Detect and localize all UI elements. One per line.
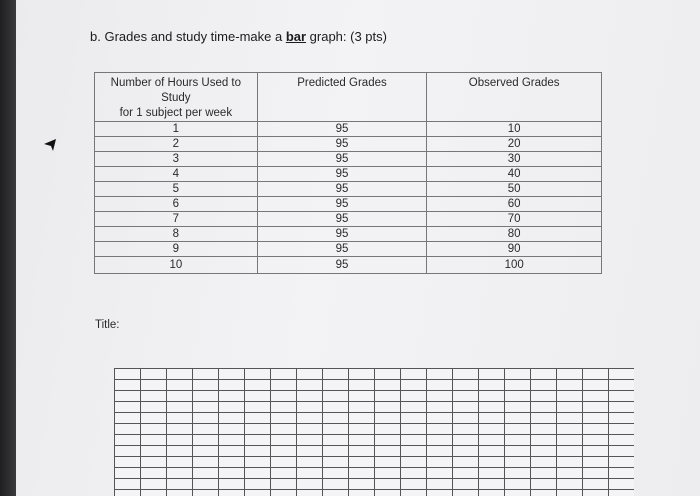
- table-row: [95, 197, 602, 212]
- table-row: [95, 212, 602, 227]
- header-hours-line-2: Study: [161, 92, 191, 104]
- observed-cell: 60: [427, 197, 602, 212]
- observed-cell: 40: [427, 167, 602, 182]
- table-row: [95, 242, 602, 257]
- predicted-cell: 95: [257, 152, 427, 167]
- hours-cell: 5: [95, 182, 258, 197]
- header-hours: [95, 73, 258, 122]
- table-row: [95, 152, 602, 167]
- predicted-cell: 95: [257, 122, 427, 137]
- hours-cell: 2: [95, 137, 258, 152]
- predicted-cell: 95: [257, 212, 427, 227]
- table-row: [95, 167, 602, 182]
- hours-cell: 3: [95, 152, 258, 167]
- predicted-cell: 95: [257, 182, 427, 197]
- predicted-cell: 95: [257, 197, 427, 212]
- observed-cell: 20: [427, 137, 602, 152]
- observed-cell: 30: [427, 152, 602, 167]
- table-row: [95, 257, 602, 274]
- graph-paper-grid: [114, 368, 634, 496]
- table-row: [95, 227, 602, 242]
- hours-cell: 10: [95, 257, 258, 274]
- header-observed: Observed Grades: [427, 73, 602, 122]
- grid-lines: [114, 368, 634, 496]
- heading-suffix: graph: (3 pts): [306, 29, 387, 44]
- table-row: [95, 122, 602, 137]
- screen-edge: [0, 0, 16, 496]
- heading-prefix: b. Grades and study time-make a: [90, 29, 286, 44]
- predicted-cell: 95: [257, 137, 427, 152]
- mouse-pointer-icon: [42, 136, 60, 154]
- observed-cell: 50: [427, 182, 602, 197]
- hours-cell: 1: [95, 122, 258, 137]
- header-hours-line-1: Number of Hours Used to: [110, 77, 242, 89]
- predicted-cell: 95: [257, 227, 427, 242]
- header-predicted: Predicted Grades: [257, 73, 427, 122]
- observed-cell: 90: [427, 242, 602, 257]
- observed-cell: 70: [427, 212, 602, 227]
- table-row: [95, 137, 602, 152]
- hours-cell: 6: [95, 197, 258, 212]
- graph-title-label: Title:: [95, 319, 120, 331]
- hours-cell: 4: [95, 167, 258, 182]
- table-row: [95, 182, 602, 197]
- predicted-cell: 95: [257, 257, 427, 274]
- predicted-cell: 95: [257, 242, 427, 257]
- grades-table: [94, 72, 602, 274]
- heading-emphasis: bar: [285, 29, 307, 44]
- observed-cell: 10: [427, 122, 602, 137]
- predicted-cell: 95: [257, 167, 427, 182]
- table-header-row: [95, 73, 602, 122]
- header-hours-line-3: for 1 subject per week: [119, 107, 233, 119]
- hours-cell: 8: [95, 227, 258, 242]
- question-heading: [90, 29, 387, 44]
- observed-cell: 100: [427, 257, 602, 274]
- hours-cell: 9: [95, 242, 258, 257]
- hours-cell: 7: [95, 212, 258, 227]
- observed-cell: 80: [427, 227, 602, 242]
